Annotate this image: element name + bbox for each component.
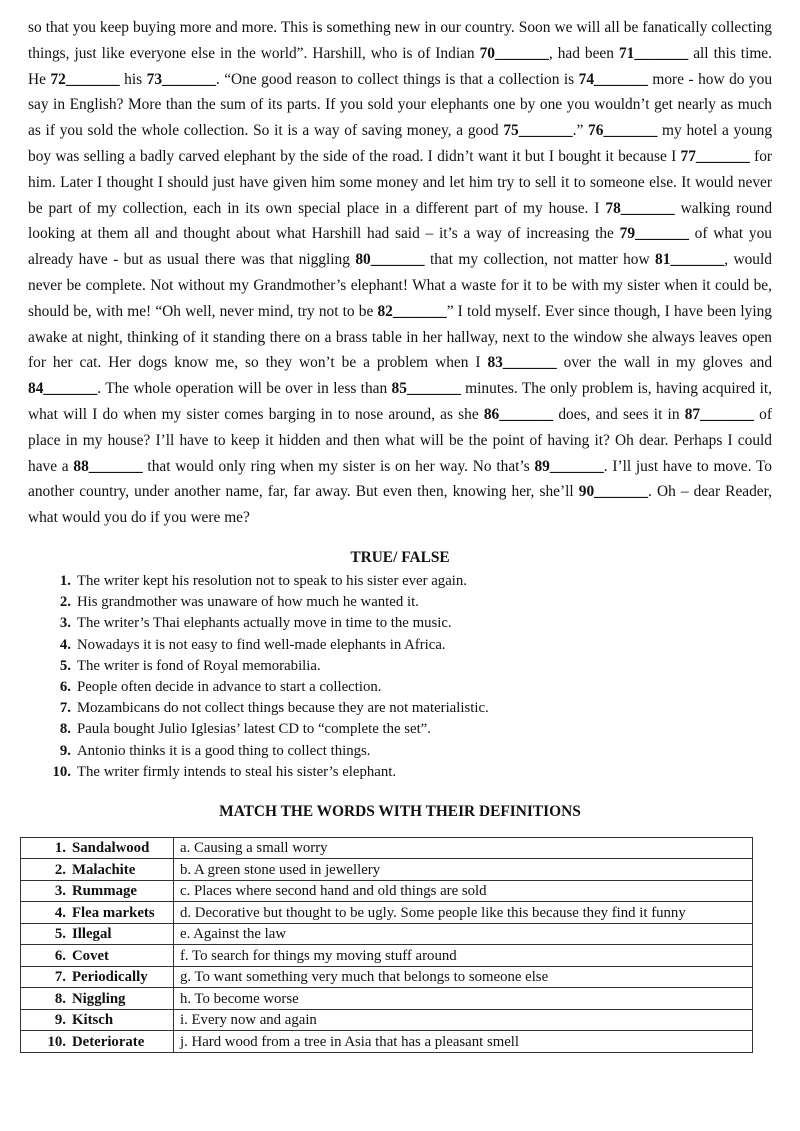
passage-text-segment: my hotel a young boy was selling a badly carved elephant by the side of the road. I didn’t want it but I bought it because I bbox=[28, 122, 773, 165]
answer-blank: 78_______ bbox=[605, 199, 675, 217]
vocabulary-word: Malachite bbox=[72, 861, 136, 878]
match-word-cell bbox=[21, 902, 174, 924]
passage-text-segment: , would never be complete. Not without my Grandmother’s elephant! What a waste for it to be with my sister when it could be, should be, with me! “Oh well, never mind, try not to be bbox=[28, 251, 772, 320]
answer-blank: 77_______ bbox=[680, 147, 750, 165]
passage-text-segment: for him. Later I thought I should just have given him some money and let him try to sell it to someone else. It would never be part of my collection, each in its own special place in a different part of my house. I bbox=[28, 147, 773, 217]
vocabulary-word: Niggling bbox=[72, 990, 126, 1007]
answer-blank: 71_______ bbox=[618, 44, 689, 62]
true-false-item bbox=[28, 698, 772, 719]
answer-blank: 85_______ bbox=[391, 380, 461, 398]
match-row bbox=[21, 923, 753, 945]
statement-text: Paula bought Julio Iglesias’ latest CD to “complete the set”. bbox=[77, 721, 431, 738]
vocabulary-word: Sandalwood bbox=[72, 840, 150, 857]
answer-blank: 73_______ bbox=[146, 70, 216, 88]
answer-blank: 76_______ bbox=[588, 122, 658, 140]
match-word-cell bbox=[21, 945, 174, 967]
true-false-title: TRUE/ FALSE bbox=[350, 548, 450, 566]
definition-cell: g. To want something very much that belongs to someone else bbox=[174, 966, 753, 988]
match-word-cell bbox=[21, 923, 174, 945]
statement-text: His grandmother was unaware of how much he wanted it. bbox=[77, 594, 419, 611]
statement-text: People often decide in advance to start a collection. bbox=[77, 678, 382, 695]
match-row bbox=[21, 837, 753, 859]
statement-text: The writer firmly intends to steal his sister’s elephant. bbox=[77, 763, 397, 780]
passage-text-segment: . The whole operation will be over in less than bbox=[97, 380, 392, 398]
match-row bbox=[21, 859, 753, 881]
match-row bbox=[21, 945, 753, 967]
definition-cell: e. Against the law bbox=[174, 923, 753, 945]
match-word-cell bbox=[21, 837, 174, 859]
item-number: 6. bbox=[59, 678, 71, 695]
match-row bbox=[21, 880, 753, 902]
answer-blank: 89_______ bbox=[534, 457, 604, 475]
passage-text-segment: so that you keep buying more and more. This is something new in our country. Soon we will all be fanatically collecting things, just like everyone else in the world”. Harshill, who is of Indian bbox=[28, 19, 772, 62]
definition-cell: a. Causing a small worry bbox=[174, 837, 753, 859]
vocabulary-word: Rummage bbox=[72, 883, 137, 900]
definition-cell: j. Hard wood from a tree in Asia that has a pleasant smell bbox=[174, 1031, 753, 1053]
match-row bbox=[21, 966, 753, 988]
passage-text-segment: his bbox=[119, 70, 147, 88]
passage-text-segment: .” bbox=[572, 122, 589, 140]
answer-blank: 80_______ bbox=[355, 251, 425, 269]
statement-text: The writer is fond of Royal memorabilia. bbox=[77, 657, 321, 674]
match-title: MATCH THE WORDS WITH THEIR DEFINITIONS bbox=[219, 802, 581, 820]
answer-blank: 75_______ bbox=[503, 122, 573, 140]
true-false-item bbox=[28, 613, 772, 634]
passage-text-segment: that would only ring when my sister is on her way. No that’s bbox=[142, 457, 535, 475]
match-row bbox=[21, 988, 753, 1010]
vocabulary-word: Covet bbox=[72, 947, 109, 964]
answer-blank: 70_______ bbox=[479, 44, 549, 62]
true-false-item bbox=[28, 762, 772, 783]
match-word-cell bbox=[21, 859, 174, 881]
true-false-item bbox=[28, 677, 772, 698]
passage-text-segment: ” I told myself. Ever since though, I have been lying awake at night, thinking of it standing there on a brass table in her hallway, next to the window she always leaves open for her cat. Her dogs know me, so they won’t be a problem when I bbox=[28, 302, 772, 372]
item-number: 9. bbox=[59, 742, 71, 759]
answer-blank: 72_______ bbox=[50, 70, 120, 88]
answer-blank: 84_______ bbox=[28, 380, 98, 398]
definition-cell: c. Places where second hand and old things are sold bbox=[174, 880, 753, 902]
definition-cell: h. To become worse bbox=[174, 988, 753, 1010]
vocabulary-word: Flea markets bbox=[72, 904, 155, 921]
item-number: 10. bbox=[52, 763, 71, 780]
passage-text-segment: minutes. The only problem is, having acquired it, what will I do when my sister comes barging in to nose around, as she bbox=[28, 380, 773, 423]
item-number: 2. bbox=[59, 594, 71, 611]
word-number: 6. bbox=[54, 947, 66, 964]
passage-text-segment: walking round looking at them all and thought about what Harshill had said – it’s a way of increasing the bbox=[28, 199, 773, 243]
vocabulary-word: Deteriorate bbox=[72, 1033, 145, 1050]
true-false-list bbox=[28, 571, 772, 783]
passage-text-segment: over the wall in my gloves and bbox=[556, 354, 773, 372]
statement-text: The writer’s Thai elephants actually move in time to the music. bbox=[77, 615, 452, 632]
word-number: 1. bbox=[54, 840, 66, 857]
match-word-cell bbox=[21, 880, 174, 902]
word-number: 3. bbox=[54, 883, 66, 900]
item-number: 5. bbox=[59, 657, 71, 674]
answer-blank: 87_______ bbox=[684, 405, 754, 423]
word-number: 9. bbox=[54, 1012, 66, 1029]
true-false-item bbox=[28, 635, 772, 656]
match-word-cell bbox=[21, 1031, 174, 1053]
definition-cell: d. Decorative but thought to be ugly. Some people like this because they find it funny bbox=[174, 902, 753, 924]
match-row bbox=[21, 1009, 753, 1031]
item-number: 4. bbox=[59, 636, 71, 653]
word-number: 8. bbox=[54, 990, 66, 1007]
match-row bbox=[21, 1031, 753, 1053]
vocabulary-word: Kitsch bbox=[72, 1012, 114, 1029]
item-number: 3. bbox=[59, 615, 71, 632]
answer-blank: 86_______ bbox=[483, 405, 554, 423]
match-table bbox=[20, 837, 753, 1053]
answer-blank: 88_______ bbox=[73, 457, 143, 475]
match-word-cell bbox=[21, 988, 174, 1010]
statement-text: The writer kept his resolution not to speak to his sister ever again. bbox=[77, 572, 467, 589]
passage-text-segment: of place in my house? I’ll have to keep it hidden and then what will be the point of having it? Oh dear. Perhaps I could have a bbox=[28, 405, 772, 475]
vocabulary-word: Periodically bbox=[72, 969, 148, 986]
answer-blank: 74_______ bbox=[578, 70, 648, 88]
passage-text-segment: . Oh – dear Reader, what would you do if you were me? bbox=[28, 483, 772, 527]
statement-text: Mozambicans do not collect things because they are not materialistic. bbox=[77, 700, 489, 717]
worksheet-page bbox=[28, 15, 772, 1053]
word-number: 4. bbox=[54, 904, 66, 921]
passage-text-segment: that my collection, not matter how bbox=[424, 251, 655, 269]
word-number: 5. bbox=[54, 926, 66, 943]
statement-text: Nowadays it is not easy to find well-made elephants in Africa. bbox=[77, 636, 446, 653]
word-number: 2. bbox=[54, 861, 66, 878]
word-number: 7. bbox=[54, 969, 66, 986]
match-word-cell bbox=[21, 966, 174, 988]
passage-text-segment: . “One good reason to collect things is that a collection is bbox=[215, 70, 579, 88]
answer-blank: 81_______ bbox=[655, 251, 725, 269]
answer-blank: 83_______ bbox=[487, 354, 557, 372]
word-number: 10. bbox=[47, 1033, 66, 1050]
true-false-item bbox=[28, 719, 772, 740]
true-false-item bbox=[28, 592, 772, 613]
definition-cell: i. Every now and again bbox=[174, 1009, 753, 1031]
item-number: 7. bbox=[59, 700, 71, 717]
true-false-item bbox=[28, 741, 772, 762]
passage-text-segment: all this time. He bbox=[28, 44, 772, 88]
item-number: 8. bbox=[59, 721, 71, 738]
answer-blank: 79_______ bbox=[619, 225, 689, 243]
definition-cell: b. A green stone used in jewellery bbox=[174, 859, 753, 881]
answer-blank: 90_______ bbox=[578, 483, 649, 501]
passage-text-segment: does, and sees it in bbox=[553, 405, 685, 423]
passage-text-segment: of what you already have - but as usual there was that niggling bbox=[28, 225, 772, 269]
answer-blank: 82_______ bbox=[377, 302, 447, 320]
vocabulary-word: Illegal bbox=[72, 926, 112, 943]
true-false-item bbox=[28, 571, 772, 592]
passage-text-segment: . I’ll just have to move. To another country, under another name, far, far away. But even then, knowing her, she’ll bbox=[28, 457, 772, 501]
statement-text: Antonio thinks it is a good thing to collect things. bbox=[77, 742, 371, 759]
match-row bbox=[21, 902, 753, 924]
match-word-cell bbox=[21, 1009, 174, 1031]
reading-passage bbox=[28, 15, 772, 531]
passage-text-segment: , had been bbox=[548, 44, 619, 62]
true-false-item bbox=[28, 656, 772, 677]
item-number: 1. bbox=[59, 572, 71, 589]
passage-text bbox=[28, 15, 772, 531]
definition-cell: f. To search for things my moving stuff around bbox=[174, 945, 753, 967]
passage-text-segment: more - how do you say in English? More than the sum of its parts. If you sold your elephants one by one you wouldn’t get nearly as much as if you sold the whole collection. So it is a way of saving money, a good bbox=[28, 70, 773, 140]
